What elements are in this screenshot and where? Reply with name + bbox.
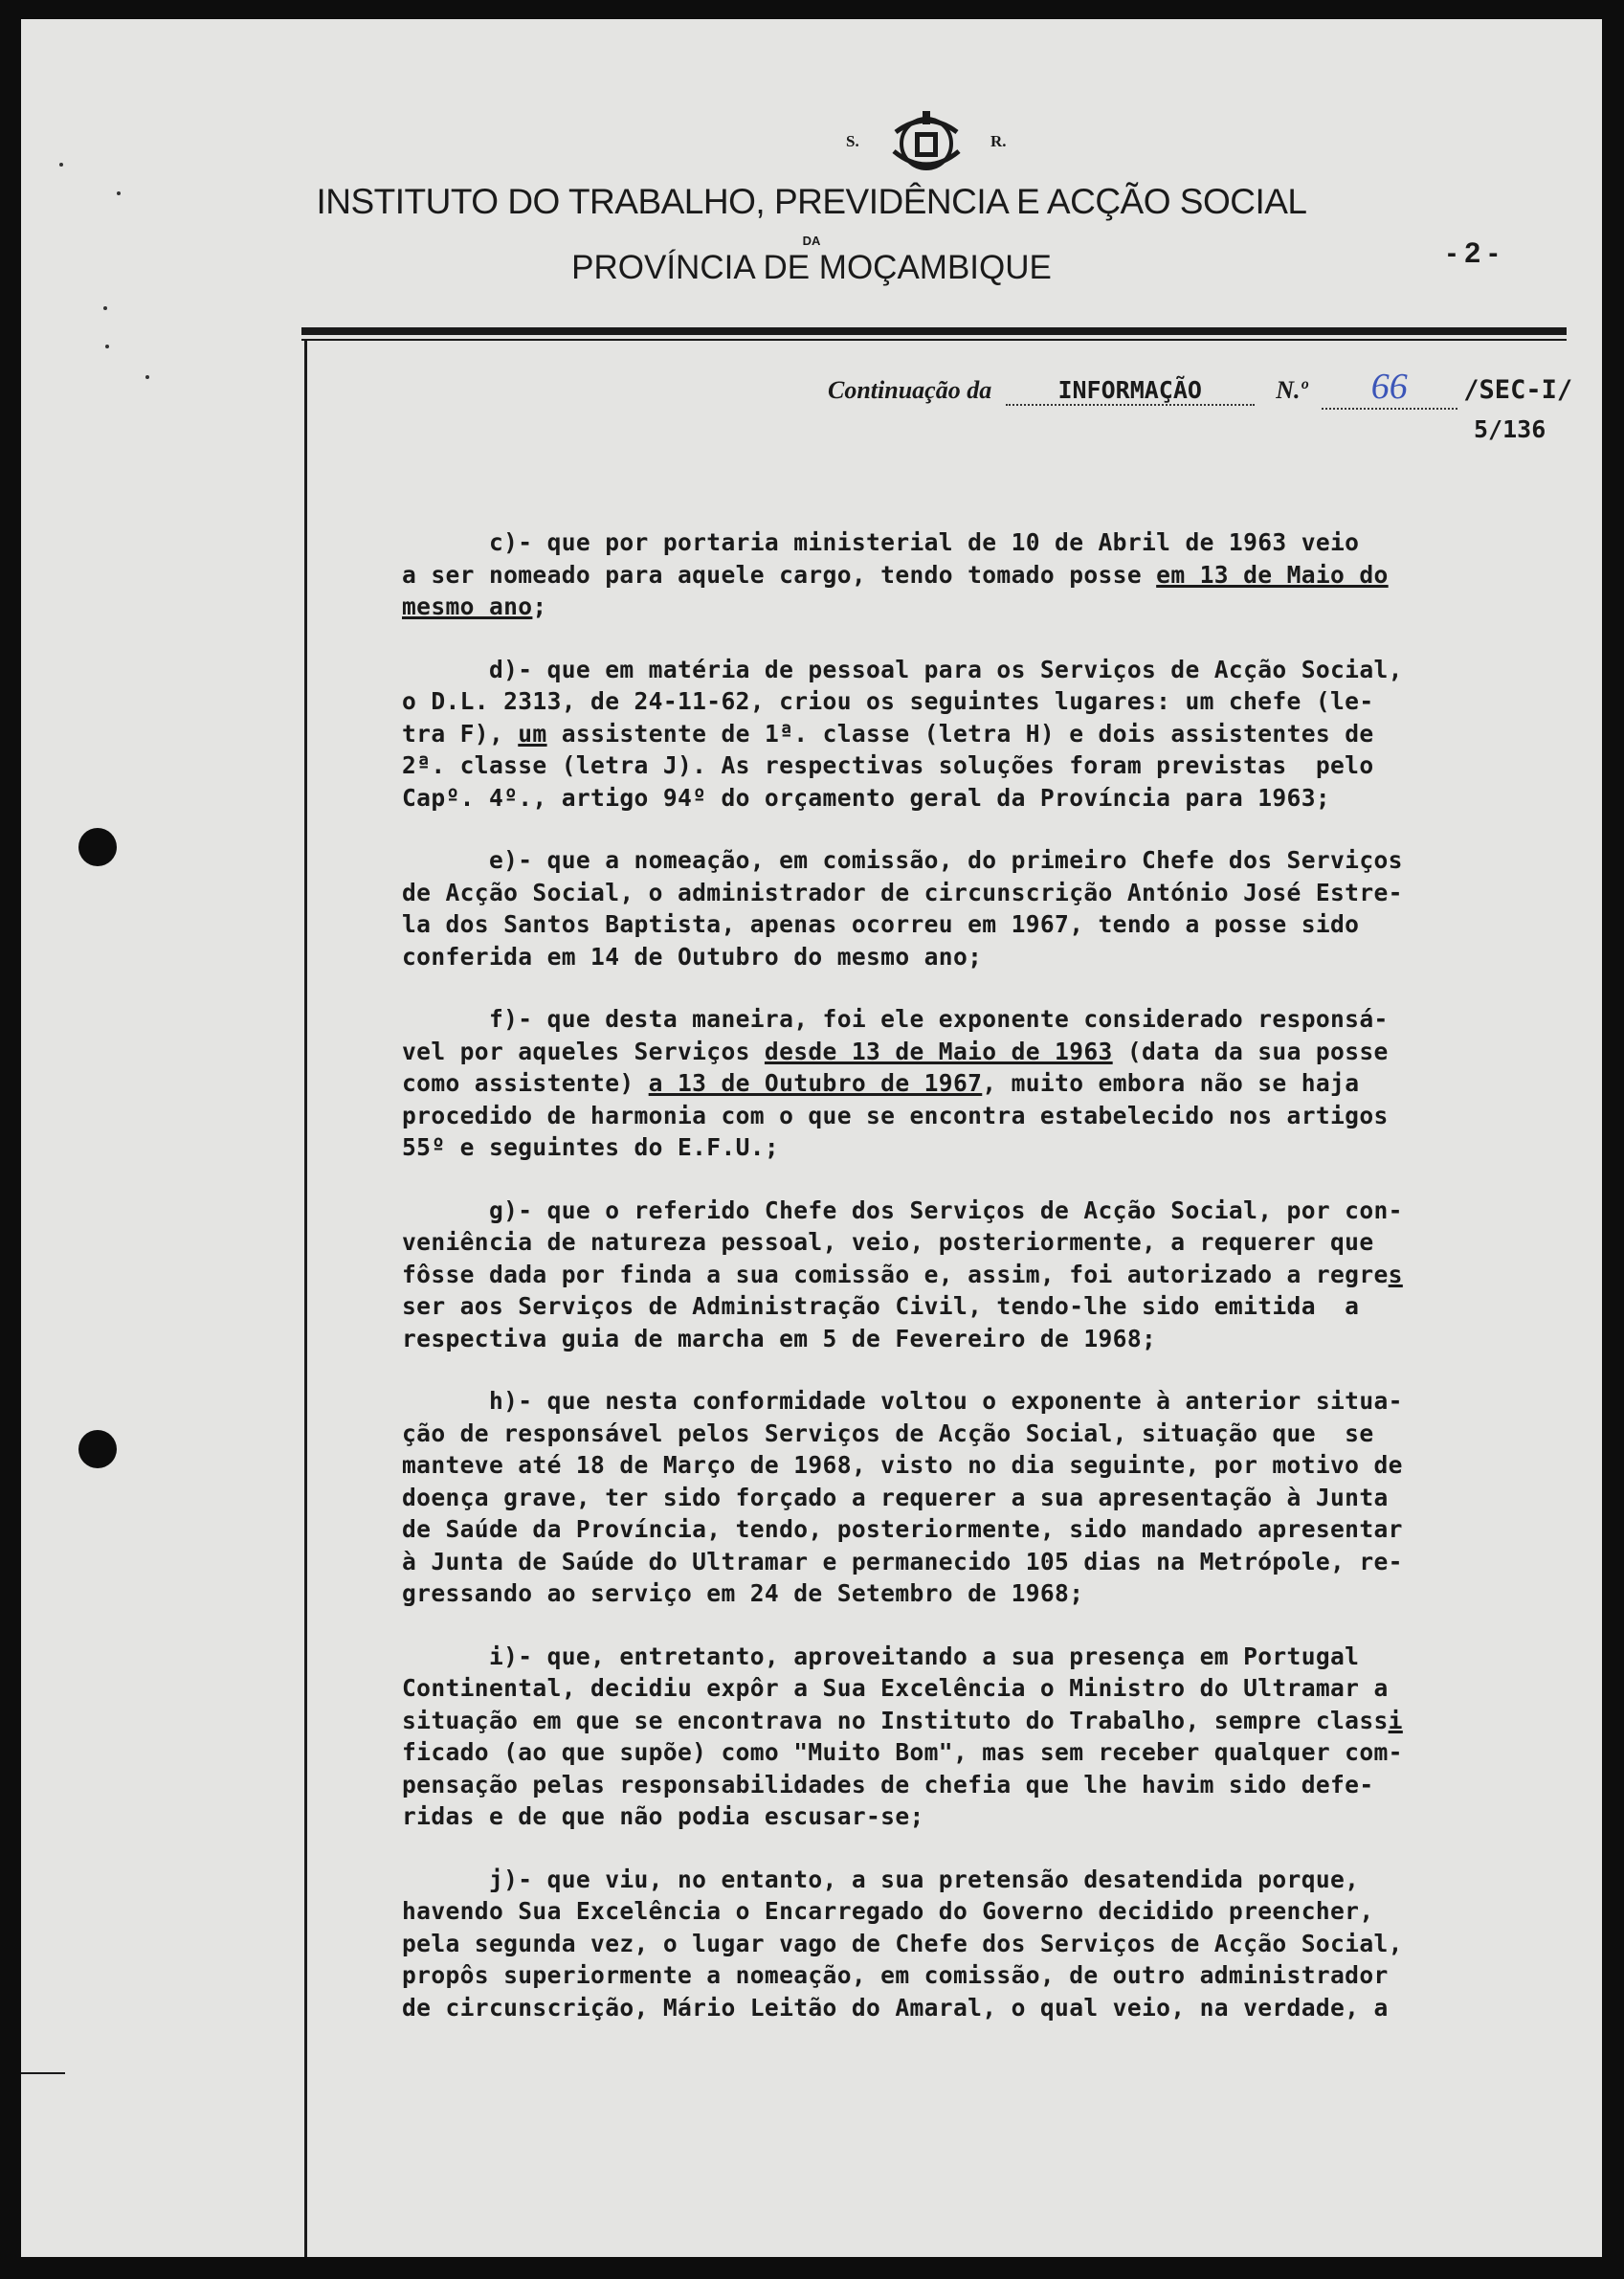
document-type-field: INFORMAÇÃO (1006, 376, 1255, 406)
left-margin-line (304, 341, 307, 2257)
paragraph-d: d)- que em matéria de pessoal para os Serviços de Acção Social, o D.L. 2313, de 24-11-62, criou os seguintes lugares: um chefe (le- tra F), um assistente de 1ª. classe (letra H) e dois assistentes de 2ª. classe (letra J). As respectivas soluções foram previstas pelo Capº. 4º., artigo 94º do orçamento geral da Província para 1963; (402, 655, 1403, 812)
emblem-right-letter: R. (990, 132, 1007, 150)
header-rule (301, 327, 1567, 335)
institute-connector: DA (802, 234, 821, 248)
continuation-line (828, 366, 1572, 410)
emblem-left-letter: S. (846, 132, 859, 150)
scan-speck (103, 306, 107, 310)
paragraph-c: c)- que por portaria ministerial de 10 de Abril de 1963 veio a ser nomeado para aquele cargo, tendo tomado posse em 13 de Maio do mesmo ano; (402, 528, 1389, 620)
page-number: - 2 - (1447, 237, 1499, 269)
header-rule-thin (301, 339, 1567, 341)
scan-speck (105, 345, 109, 348)
paragraph-f: f)- que desta maneira, foi ele exponente considerado responsá- vel por aqueles Serviços desde 13 de Maio de 1963 (data da sua posse como assistente) a 13 de Outubro de 1967, muito embora não se haja procedido de harmonia com o que se encontra estabelecido nos artigos 55º e seguintes do E.F.U.; (402, 1005, 1389, 1161)
punch-hole (78, 828, 117, 866)
handwritten-number: 66 (1322, 366, 1457, 410)
punch-hole (78, 1430, 117, 1468)
document-page (21, 19, 1602, 2257)
margin-tick (21, 2072, 65, 2074)
scan-speck (145, 375, 149, 379)
coat-of-arms-icon (886, 103, 967, 184)
paragraph-i: i)- que, entretanto, aproveitando a sua presença em Portugal Continental, decidiu expôr a Sua Excelência o Ministro do Ultramar a situação em que se encontrava no Instituto do Trabalho, sempre classi ficado (ao que supõe) como "Muito Bom", mas sem receber qualquer com- pensação pelas responsabilidades de chefia que lhe havim sido defe- ridas e de que não podia escusar-se; (402, 1642, 1403, 1830)
institute-title: INSTITUTO DO TRABALHO, PREVIDÊNCIA E ACÇÃO SOCIAL (316, 182, 1307, 221)
number-label: N.º (1276, 376, 1308, 404)
paragraph-h: h)- que nesta conformidade voltou o exponente à anterior situa- ção de responsável pelos Serviços de Acção Social, situação que se manteve até 18 de Março de 1968, visto no dia seguinte, por motivo de doença grave, ter sido forçado a requerer a sua apresentação à Junta de Saúde da Província, tendo, posteriormente, sido mandado apresentar à Junta de Saúde do Ultramar e permanecido 105 dias na Metrópole, re- gressando ao serviço em 24 de Setembro de 1968; (402, 1387, 1403, 1607)
document-body (402, 526, 1623, 2054)
number-suffix: /SEC-I/ (1463, 375, 1573, 405)
paragraph-j: j)- que viu, no entanto, a sua pretensão desatendida porque, havendo Sua Excelência o Encarregado do Governo decidido preencher, pela segunda vez, o lugar vago de Chefe dos Serviços de Acção Social, propôs superiormente a nomeação, em comissão, de outro administrador de circunscrição, Mário Leitão do Amaral, o qual veio, na verdade, a (402, 1865, 1403, 2022)
reference-number: 5/136 (1474, 415, 1546, 443)
paragraph-e: e)- que a nomeação, em comissão, do primeiro Chefe dos Serviços de Acção Social, o administrador de circunscrição António José Estre- la dos Santos Baptista, apenas ocorreu em 1967, tendo a posse sido conferida em 14 de Outubro do mesmo ano; (402, 846, 1403, 971)
scan-speck (117, 191, 121, 195)
continuation-label: Continuação da (828, 376, 992, 404)
institute-province: PROVÍNCIA DE MOÇAMBIQUE (571, 249, 1052, 286)
paragraph-g: g)- que o referido Chefe dos Serviços de Acção Social, por con- veniência de natureza pessoal, veio, posteriormente, a requerer que fôsse dada por finda a sua comissão e, assim, foi autorizado a regres ser aos Serviços de Administração Civil, tendo-lhe sido emitida a respectiva guia de marcha em 5 de Fevereiro de 1968; (402, 1195, 1403, 1352)
scan-speck (59, 163, 63, 167)
